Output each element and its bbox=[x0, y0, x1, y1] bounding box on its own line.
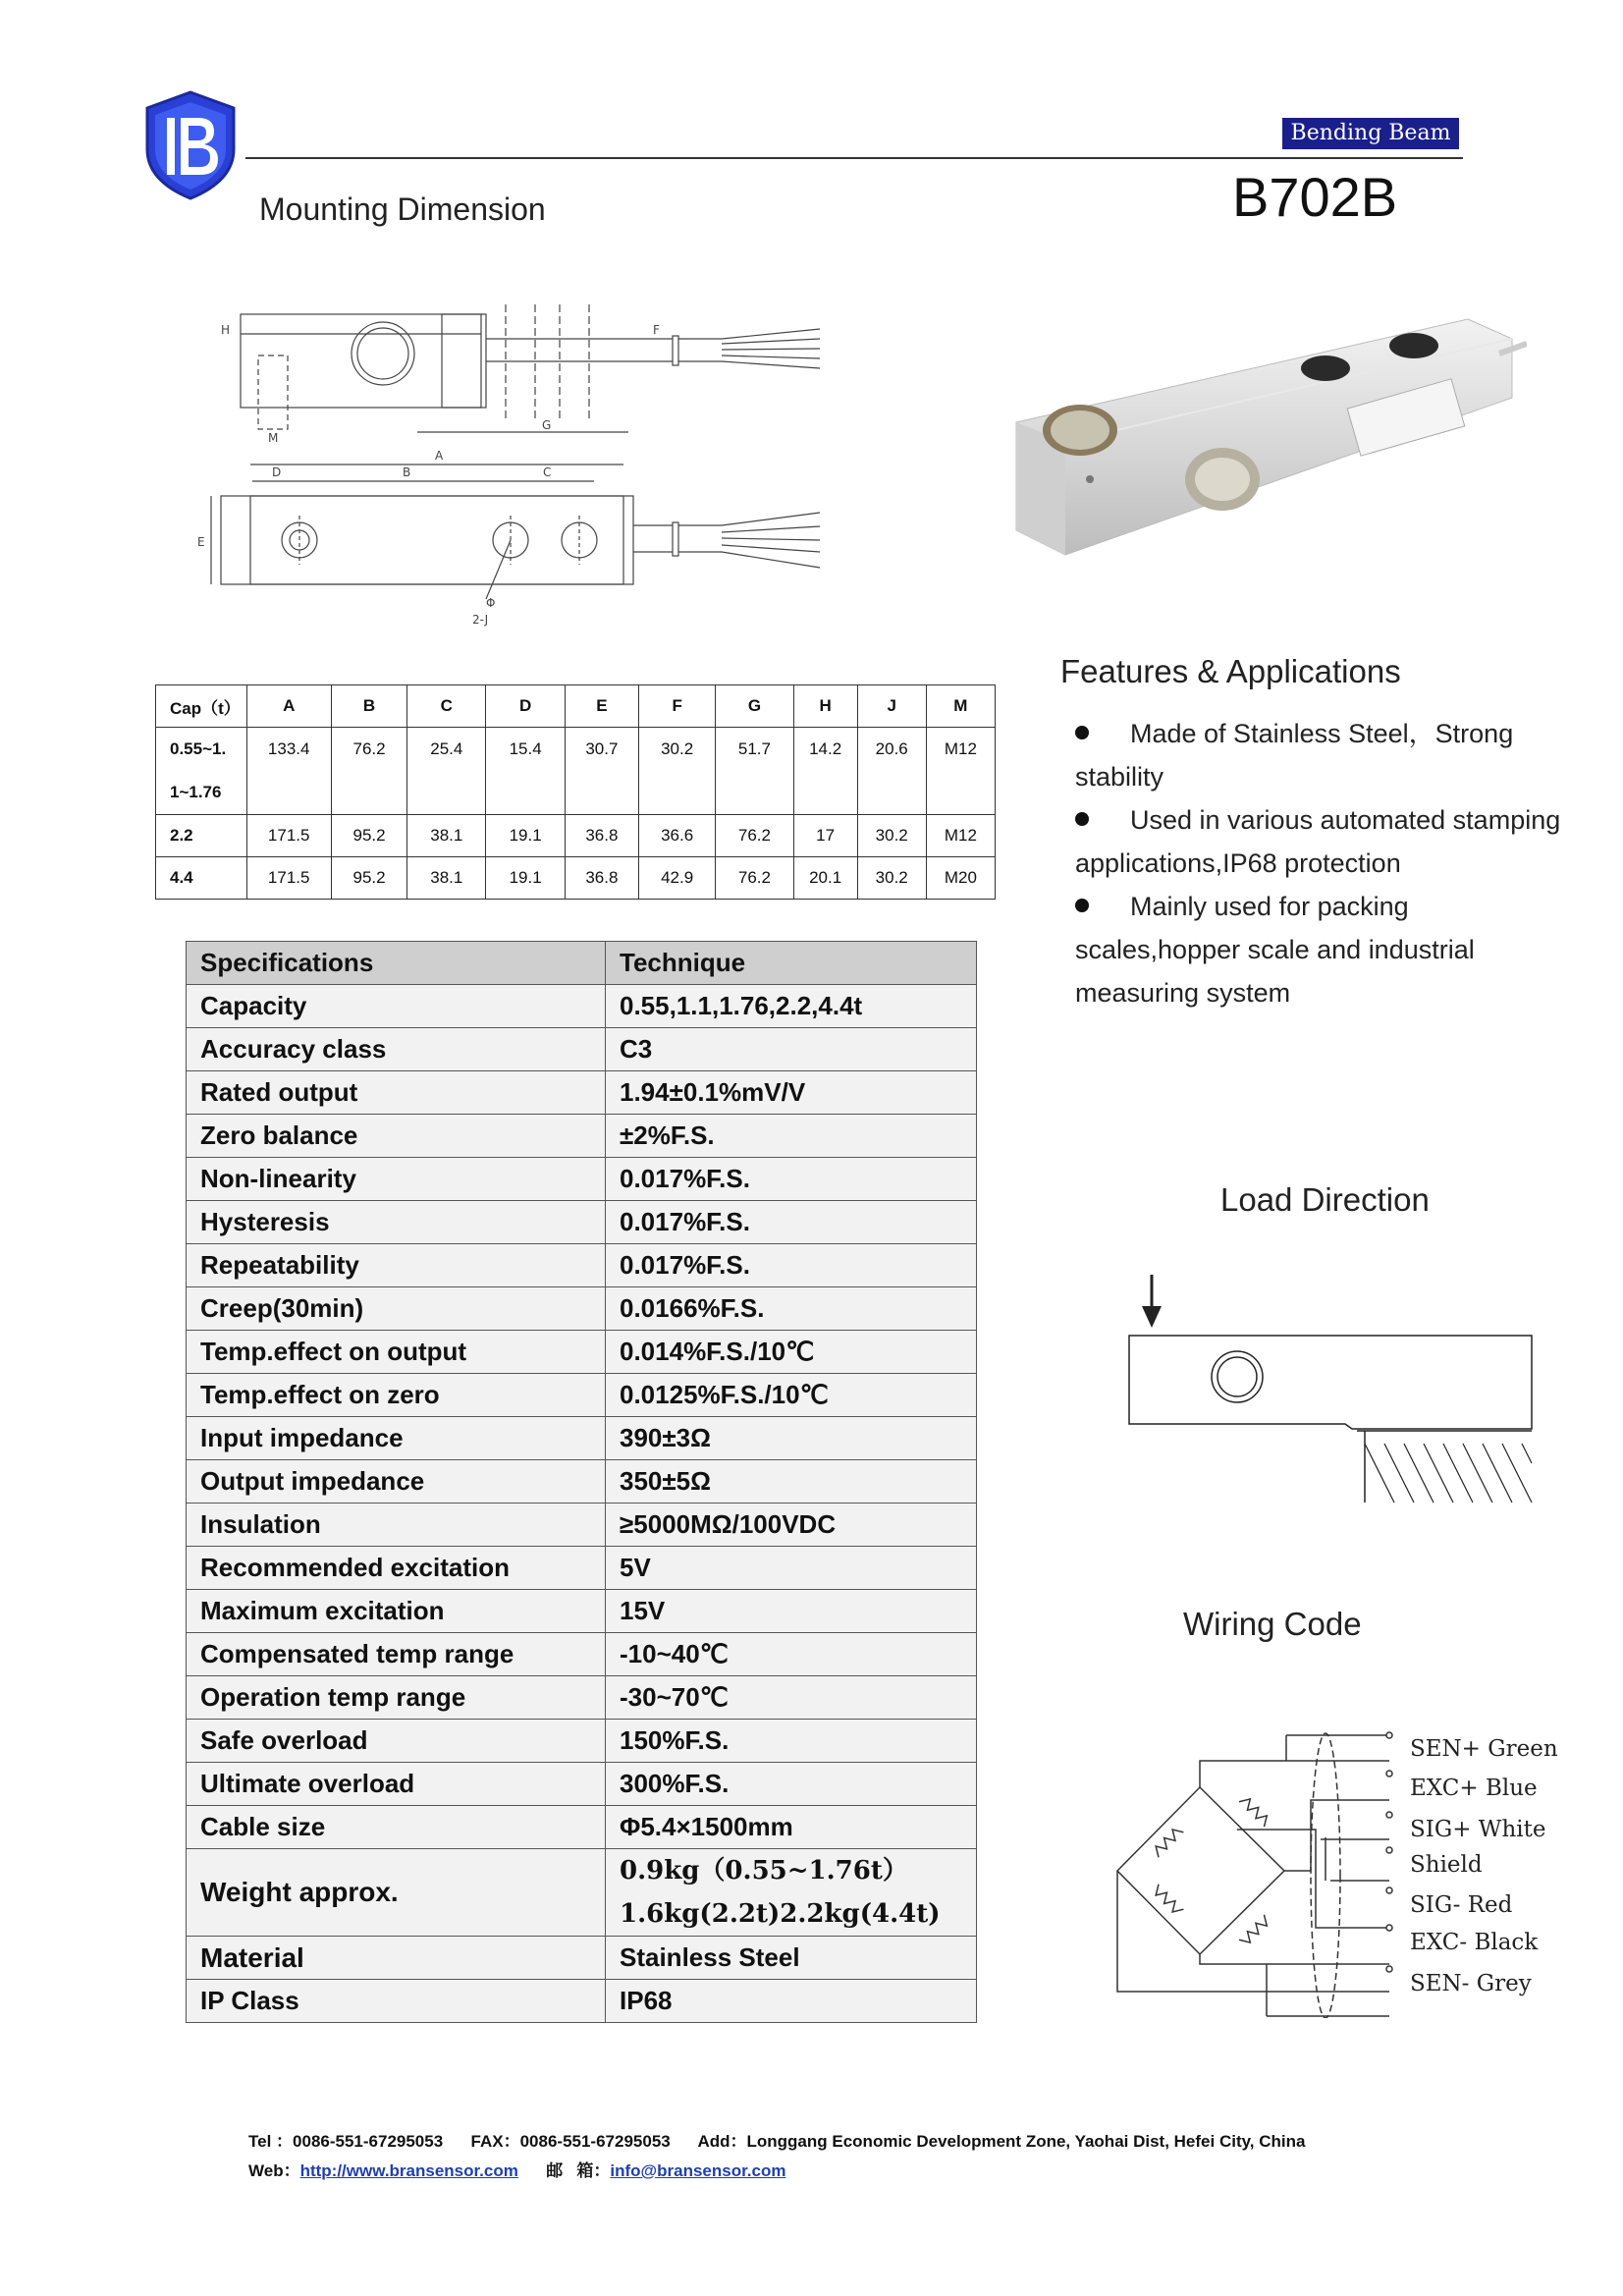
spec-name: Insulation bbox=[187, 1503, 606, 1547]
spec-value: 0.0166%F.S. bbox=[606, 1287, 977, 1331]
feature-text-cont: stability bbox=[1075, 762, 1164, 792]
dim-cell: 30.7 bbox=[565, 728, 638, 815]
feature-item bbox=[1065, 798, 1576, 885]
spec-value: -10~40℃ bbox=[606, 1633, 977, 1676]
spec-name: Accuracy class bbox=[187, 1028, 606, 1071]
spec-row-weight bbox=[187, 1849, 977, 1937]
dim-header-f: F bbox=[639, 685, 716, 728]
drawing-label-e: E bbox=[197, 535, 205, 549]
spec-value: 0.55,1.1,1.76,2.2,4.4t bbox=[606, 985, 977, 1028]
dim-header-a: A bbox=[246, 685, 331, 728]
dim-cell: 36.8 bbox=[565, 815, 638, 857]
dim-cap-cell: 2.2 bbox=[156, 815, 247, 857]
wiring-label-exc-plus: EXC+ Blue bbox=[1410, 1776, 1538, 1801]
features-list bbox=[1065, 712, 1576, 1014]
spec-value: 0.017%F.S. bbox=[606, 1201, 977, 1244]
spec-name: Input impedance bbox=[187, 1417, 606, 1460]
dim-cell: 20.6 bbox=[857, 728, 926, 815]
spec-name: Temp.effect on zero bbox=[187, 1374, 606, 1417]
spec-value: ±2%F.S. bbox=[606, 1115, 977, 1158]
weight-line: 1.6kg(2.2t)2.2kg(4.4t) bbox=[620, 1899, 941, 1929]
fax-label: FAX： bbox=[470, 2132, 520, 2151]
spec-name: Capacity bbox=[187, 985, 606, 1028]
spec-value: 300%F.S. bbox=[606, 1763, 977, 1806]
dim-cell: 76.2 bbox=[331, 728, 406, 815]
dim-header-m: M bbox=[926, 685, 995, 728]
dimension-table-row bbox=[156, 857, 996, 900]
spec-value: IP68 bbox=[606, 1980, 977, 2023]
spec-value: 150%F.S. bbox=[606, 1720, 977, 1763]
spec-name: Material bbox=[187, 1937, 606, 1980]
spec-name: Rated output bbox=[187, 1071, 606, 1115]
spec-row bbox=[187, 1417, 977, 1460]
spec-row bbox=[187, 1158, 977, 1201]
spec-value-weight bbox=[606, 1849, 977, 1937]
email-label: 邮 箱： bbox=[546, 2161, 611, 2180]
bullet-icon bbox=[1075, 899, 1089, 912]
dim-cell: 133.4 bbox=[246, 728, 331, 815]
spec-value: 5V bbox=[606, 1547, 977, 1590]
load-direction-title: Load Direction bbox=[1220, 1181, 1430, 1218]
address-label: Add： bbox=[697, 2132, 747, 2151]
mounting-dimension-title: Mounting Dimension bbox=[259, 191, 546, 227]
spec-name: Operation temp range bbox=[187, 1676, 606, 1720]
dim-cap-cell: 4.4 bbox=[156, 857, 247, 900]
dim-header-g: G bbox=[716, 685, 793, 728]
dim-cell: 38.1 bbox=[407, 815, 486, 857]
drawing-label-c: C bbox=[543, 465, 552, 479]
dim-cell: M20 bbox=[926, 857, 995, 900]
dim-cell: 95.2 bbox=[331, 857, 406, 900]
footer-contact-line bbox=[248, 2127, 1305, 2152]
spec-value: 0.017%F.S. bbox=[606, 1158, 977, 1201]
dim-cell: 17 bbox=[793, 815, 857, 857]
dim-cell: 25.4 bbox=[407, 728, 486, 815]
spec-row bbox=[187, 1287, 977, 1331]
spec-name: Weight approx. bbox=[187, 1849, 606, 1937]
dim-cell: 76.2 bbox=[716, 815, 793, 857]
feature-item bbox=[1065, 885, 1576, 1014]
wiring-label-sig-plus: SIG+ White bbox=[1410, 1817, 1546, 1842]
spec-value: 0.0125%F.S./10℃ bbox=[606, 1374, 977, 1417]
feature-text-cont: scales,hopper scale and industrial bbox=[1075, 935, 1475, 964]
dim-cell: 42.9 bbox=[639, 857, 716, 900]
website-link[interactable]: http://www.bransensor.com bbox=[299, 2161, 518, 2180]
spec-name: Compensated temp range bbox=[187, 1633, 606, 1676]
spec-row bbox=[187, 1331, 977, 1374]
feature-text-cont: measuring system bbox=[1075, 978, 1291, 1008]
spec-row bbox=[187, 1071, 977, 1115]
address-text: Longgang Economic Development Zone, Yaohai Dist, Hefei City, China bbox=[746, 2132, 1306, 2151]
spec-header-technique: Technique bbox=[606, 942, 977, 985]
weight-line: 0.9kg（0.55~1.76t） bbox=[620, 1856, 908, 1886]
spec-row bbox=[187, 1460, 977, 1503]
spec-value: 0.017%F.S. bbox=[606, 1244, 977, 1287]
spec-row bbox=[187, 1633, 977, 1676]
dim-cell: M12 bbox=[926, 728, 995, 815]
dim-header-d: D bbox=[486, 685, 565, 728]
tel-number: 0086-551-67295053 bbox=[293, 2132, 444, 2151]
dim-cell: 19.1 bbox=[486, 815, 565, 857]
spec-name: Maximum excitation bbox=[187, 1590, 606, 1633]
dim-header-c: C bbox=[407, 685, 486, 728]
dim-cell: 14.2 bbox=[793, 728, 857, 815]
wiring-label-sen-minus: SEN- Grey bbox=[1410, 1971, 1532, 1996]
spec-row bbox=[187, 1115, 977, 1158]
email-link[interactable]: info@bransensor.com bbox=[610, 2161, 786, 2180]
spec-row bbox=[187, 1763, 977, 1806]
wiring-label-shield: Shield bbox=[1410, 1852, 1483, 1878]
drawing-label-2j: 2-J bbox=[472, 613, 489, 627]
spec-row bbox=[187, 1244, 977, 1287]
product-photo bbox=[997, 304, 1527, 599]
dim-cell: M12 bbox=[926, 815, 995, 857]
dim-cell: 20.1 bbox=[793, 857, 857, 900]
dim-cell: 30.2 bbox=[857, 815, 926, 857]
header-rule bbox=[245, 157, 1463, 159]
spec-row bbox=[187, 1980, 977, 2023]
feature-text: Made of Stainless Steel，Strong bbox=[1130, 719, 1514, 748]
wiring-code-title: Wiring Code bbox=[1183, 1606, 1362, 1642]
spec-value: 350±5Ω bbox=[606, 1460, 977, 1503]
dim-cell: 30.2 bbox=[857, 857, 926, 900]
drawing-label-g: G bbox=[542, 418, 552, 432]
product-category-badge: Bending Beam bbox=[1282, 118, 1459, 149]
spec-row bbox=[187, 1806, 977, 1849]
spec-header-specifications: Specifications bbox=[187, 942, 606, 985]
feature-item bbox=[1065, 712, 1576, 798]
dim-header-j: J bbox=[857, 685, 926, 728]
tel-label: Tel ： bbox=[248, 2132, 294, 2151]
spec-row bbox=[187, 1201, 977, 1244]
drawing-label-f: F bbox=[653, 323, 660, 337]
spec-value: 15V bbox=[606, 1590, 977, 1633]
drawing-label-d: D bbox=[272, 465, 282, 479]
bullet-icon bbox=[1075, 726, 1089, 739]
drawing-label-h: H bbox=[221, 323, 231, 337]
spec-value: 0.014%F.S./10℃ bbox=[606, 1331, 977, 1374]
model-number: B702B bbox=[1232, 166, 1398, 228]
spec-row bbox=[187, 1937, 977, 1980]
spec-name: Ultimate overload bbox=[187, 1763, 606, 1806]
drawing-label-phi: Φ bbox=[486, 596, 496, 610]
features-title: Features & Applications bbox=[1060, 653, 1401, 689]
dim-cell: 15.4 bbox=[486, 728, 565, 815]
spec-value: Stainless Steel bbox=[606, 1937, 977, 1980]
feature-text: Mainly used for packing bbox=[1130, 892, 1409, 921]
dim-cell: 171.5 bbox=[246, 815, 331, 857]
spec-name: Temp.effect on output bbox=[187, 1331, 606, 1374]
dimension-table-row bbox=[156, 728, 996, 815]
wiring-diagram bbox=[1109, 1723, 1620, 2018]
spec-name: Hysteresis bbox=[187, 1201, 606, 1244]
spec-name: IP Class bbox=[187, 1980, 606, 2023]
spec-name: Cable size bbox=[187, 1806, 606, 1849]
dim-cell: 36.8 bbox=[565, 857, 638, 900]
spec-row bbox=[187, 1590, 977, 1633]
dimension-table-header bbox=[156, 685, 996, 728]
spec-table-header bbox=[187, 942, 977, 985]
dim-cell: 36.6 bbox=[639, 815, 716, 857]
dim-header-b: B bbox=[331, 685, 406, 728]
wiring-label-sig-minus: SIG- Red bbox=[1410, 1892, 1513, 1918]
spec-name: Recommended excitation bbox=[187, 1547, 606, 1590]
dimension-table-row bbox=[156, 815, 996, 857]
dim-header-cap: Cap（t） bbox=[156, 685, 247, 728]
dim-cell: 38.1 bbox=[407, 857, 486, 900]
load-direction-diagram bbox=[1109, 1267, 1542, 1512]
spec-value: Φ5.4×1500mm bbox=[606, 1806, 977, 1849]
dim-cell: 51.7 bbox=[716, 728, 793, 815]
dim-cap-line: 0.55~1. bbox=[170, 739, 227, 758]
spec-row bbox=[187, 1676, 977, 1720]
dim-header-e: E bbox=[565, 685, 638, 728]
feature-text-cont: applications,IP68 protection bbox=[1075, 848, 1401, 878]
drawing-label-b: B bbox=[403, 465, 411, 479]
spec-value: 1.94±0.1%mV/V bbox=[606, 1071, 977, 1115]
spec-name: Output impedance bbox=[187, 1460, 606, 1503]
web-label: Web： bbox=[248, 2161, 300, 2180]
spec-value: 390±3Ω bbox=[606, 1417, 977, 1460]
dim-cell: 76.2 bbox=[716, 857, 793, 900]
spec-value: ≥5000MΩ/100VDC bbox=[606, 1503, 977, 1547]
mounting-dimension-drawing bbox=[191, 295, 957, 633]
dim-cap-cell bbox=[156, 728, 247, 815]
spec-name: Repeatability bbox=[187, 1244, 606, 1287]
spec-name: Safe overload bbox=[187, 1720, 606, 1763]
specification-table bbox=[186, 941, 977, 2023]
spec-row bbox=[187, 985, 977, 1028]
dim-cell: 30.2 bbox=[639, 728, 716, 815]
brand-shield-b-logo bbox=[141, 90, 240, 200]
wiring-label-sen-plus: SEN+ Green bbox=[1410, 1736, 1558, 1762]
spec-name: Zero balance bbox=[187, 1115, 606, 1158]
spec-row bbox=[187, 1374, 977, 1417]
spec-row bbox=[187, 1503, 977, 1547]
feature-text: Used in various automated stamping bbox=[1130, 805, 1561, 835]
spec-row bbox=[187, 1720, 977, 1763]
spec-row bbox=[187, 1547, 977, 1590]
dim-cell: 171.5 bbox=[246, 857, 331, 900]
spec-name: Non-linearity bbox=[187, 1158, 606, 1201]
dimension-table bbox=[155, 684, 996, 900]
wiring-label-exc-minus: EXC- Black bbox=[1410, 1930, 1539, 1955]
bullet-icon bbox=[1075, 812, 1089, 826]
dim-cell: 19.1 bbox=[486, 857, 565, 900]
spec-name: Creep(30min) bbox=[187, 1287, 606, 1331]
spec-row bbox=[187, 1028, 977, 1071]
dim-header-h: H bbox=[793, 685, 857, 728]
spec-value: C3 bbox=[606, 1028, 977, 1071]
fax-number: 0086-551-67295053 bbox=[519, 2132, 671, 2151]
drawing-label-m: M bbox=[268, 431, 279, 445]
footer-web-line bbox=[248, 2157, 785, 2181]
dim-cap-line: 1~1.76 bbox=[170, 783, 222, 801]
spec-value: -30~70℃ bbox=[606, 1676, 977, 1720]
dim-cell: 95.2 bbox=[331, 815, 406, 857]
drawing-label-a: A bbox=[435, 449, 444, 463]
